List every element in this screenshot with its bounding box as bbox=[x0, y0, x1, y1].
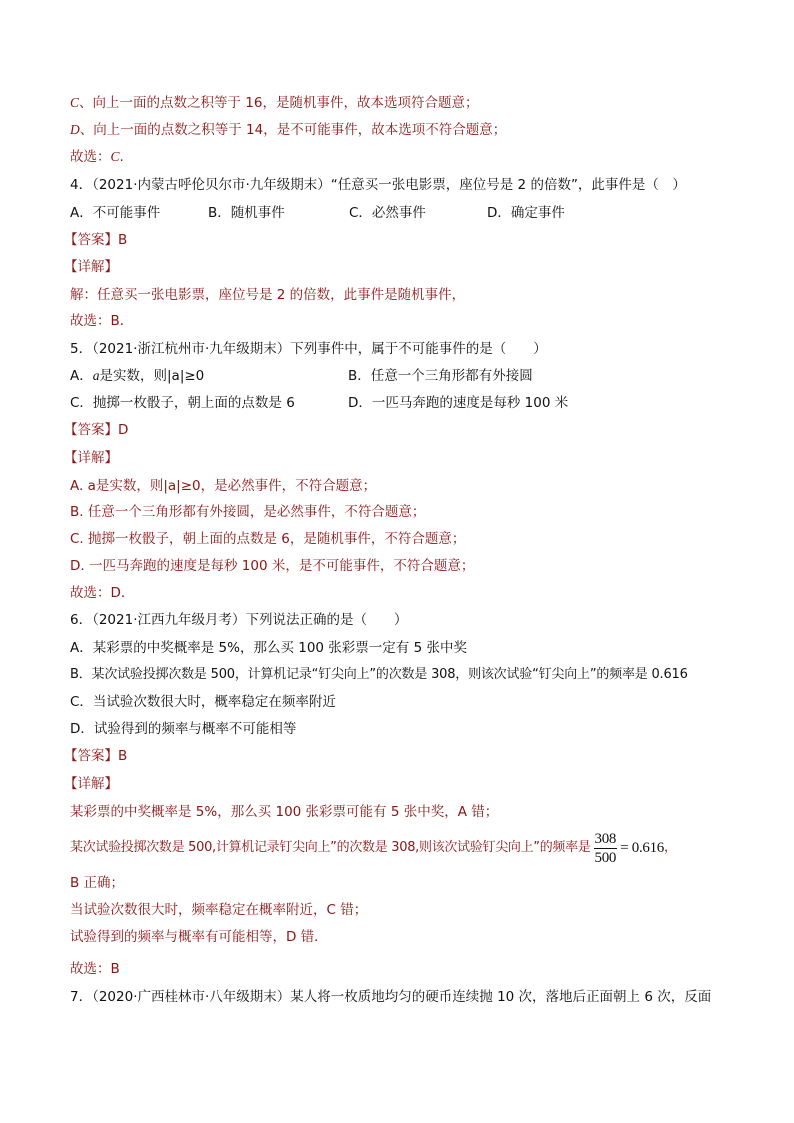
q5-option-b: B．任意一个三角形都有外接圆 bbox=[348, 368, 533, 384]
q3-choose bbox=[70, 148, 124, 166]
q5-option-a bbox=[70, 367, 204, 385]
q6-option-d: D．试验得到的频率与概率不可能相等 bbox=[70, 721, 297, 737]
q4-option-a: A．不可能事件 bbox=[70, 205, 161, 221]
choose-letter: C bbox=[110, 149, 120, 164]
option-text: 是实数，则|a|≥0 bbox=[99, 368, 205, 384]
choose-label: 故选： bbox=[70, 149, 111, 165]
q6-explanation-1: 某彩票的中奖概率是 5%，那么买 100 张彩票可能有 5 张中奖，A 错； bbox=[70, 804, 499, 820]
q7-stem: 7．（2020·广西桂林市·八年级期末）某人将一枚质地均匀的硬币连续抛 10 次，落地后正面朝上 6 次，反面 bbox=[70, 989, 712, 1005]
option-letter: C bbox=[70, 95, 80, 110]
explanation-text: 、向上一面的点数之积等于 14，是不可能事件，故本选项不符合题意； bbox=[79, 122, 507, 138]
option-prefix: A． bbox=[70, 368, 93, 384]
q4-option-b: B．随机事件 bbox=[208, 205, 285, 221]
period: . bbox=[119, 149, 124, 165]
q3-explanation-d bbox=[70, 121, 506, 139]
q4-explanation: 解：任意买一张电影票，座位号是 2 的倍数，此事件是随机事件， bbox=[70, 287, 466, 303]
q6-answer: 【答案】B bbox=[64, 748, 128, 764]
q6-explanation-2 bbox=[70, 828, 677, 868]
q6-option-b: B．某次试验投掷次数是 500，计算机记录“钉尖向上”的次数是 308，则该次试验“钉尖向上”的频率是 0.616 bbox=[70, 667, 688, 682]
q4-detail-label: 【详解】 bbox=[64, 259, 118, 275]
fraction-result: = 0.616 bbox=[620, 840, 665, 856]
comma: ， bbox=[664, 840, 677, 855]
q4-stem: 4．（2021·内蒙古呼伦贝尔市·九年级期末）“任意买一张电影票，座位号是 2 的倍数”，此事件是（ ） bbox=[70, 177, 686, 193]
fraction-denominator: 500 bbox=[594, 849, 617, 866]
q5-explanation-a: A. a是实数，则|a|≥0，是必然事件，不符合题意； bbox=[70, 478, 377, 494]
q6-stem: 6．（2021·江西九年级月考）下列说法正确的是（ ） bbox=[70, 612, 408, 628]
q5-stem: 5．（2021·浙江杭州市·九年级期末）下列事件中，属于不可能事件的是（ ） bbox=[70, 341, 547, 357]
q6-detail-label: 【详解】 bbox=[64, 776, 118, 792]
q6-explanation-4: 当试验次数很大时，频率稳定在概率附近，C 错； bbox=[70, 902, 368, 918]
fraction-numerator: 308 bbox=[594, 830, 617, 847]
q5-explanation-b: B. 任意一个三角形都有外接圆，是必然事件，不符合题意； bbox=[70, 504, 426, 520]
q4-option-c: C．必然事件 bbox=[349, 205, 426, 221]
q5-explanation-d: D. 一匹马奔跑的速度是每秒 100 米，是不可能事件，不符合题意； bbox=[70, 558, 475, 574]
q4-answer: 【答案】B bbox=[64, 232, 128, 248]
q5-option-c: C．抛掷一枚骰子，朝上面的点数是 6 bbox=[70, 395, 295, 411]
fraction bbox=[594, 830, 618, 867]
q6-explanation-5: 试验得到的频率与概率有可能相等，D 错． bbox=[70, 929, 328, 945]
q6-option-a: A．某彩票的中奖概率是 5%，那么买 100 张彩票一定有 5 张中奖 bbox=[70, 640, 467, 656]
q6-explanation-3: B 正确； bbox=[70, 875, 125, 891]
q6-option-c: C．当试验次数很大时，概率稳定在频率附近 bbox=[70, 694, 336, 710]
q5-explanation-c: C. 抛掷一枚骰子，朝上面的点数是 6，是随机事件，不符合题意； bbox=[70, 531, 466, 547]
option-letter: D bbox=[70, 122, 80, 137]
q5-option-d: D．一匹马奔跑的速度是每秒 100 米 bbox=[348, 395, 569, 411]
q6-choose: 故选：B bbox=[70, 961, 120, 977]
q4-option-d: D．确定事件 bbox=[487, 205, 565, 221]
q3-explanation-c bbox=[70, 94, 478, 112]
explanation-text: 、向上一面的点数之积等于 16，是随机事件，故本选项符合题意； bbox=[79, 95, 479, 111]
q4-choose: 故选：B． bbox=[70, 313, 134, 329]
q5-detail-label: 【详解】 bbox=[64, 450, 118, 466]
q5-answer: 【答案】D bbox=[64, 422, 129, 438]
variable: a bbox=[92, 368, 100, 383]
explanation-text: 某次试验投掷次数是 500,计算机记录钉尖向上”的次数是 308,则该次试验钉尖向上”的频率是 bbox=[70, 840, 591, 855]
q5-choose: 故选：D． bbox=[70, 585, 135, 601]
